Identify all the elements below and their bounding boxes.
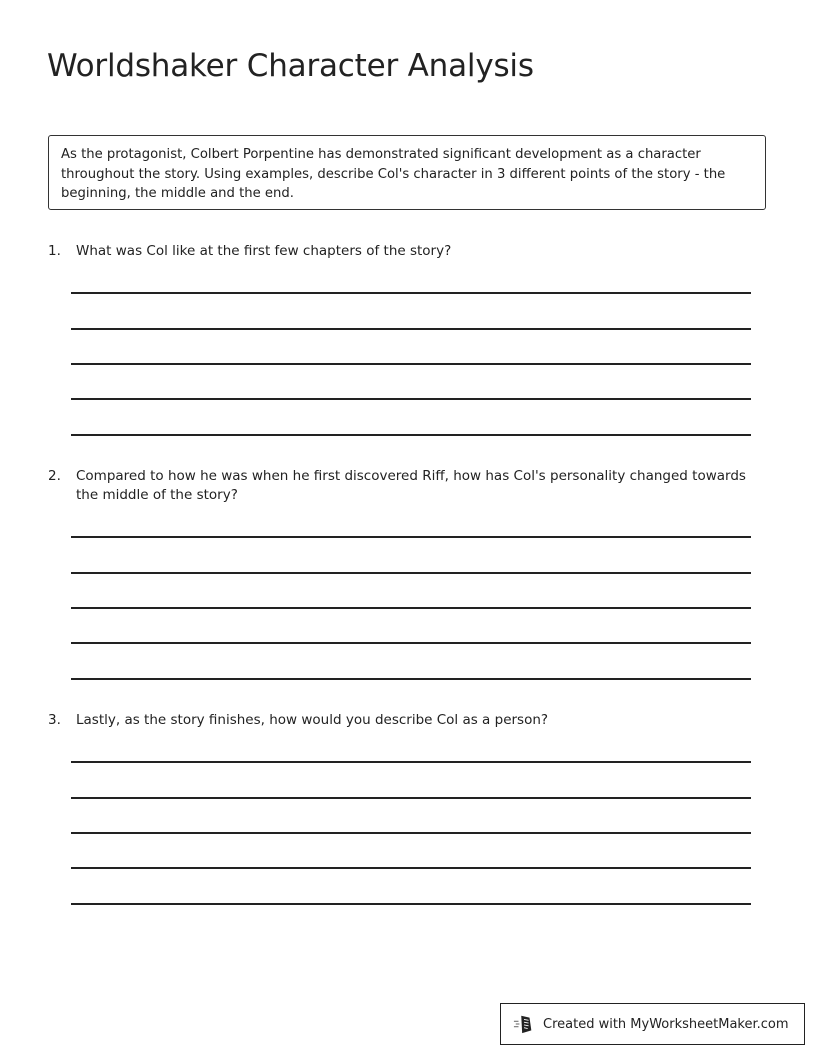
answer-line[interactable] [71,572,751,574]
answer-line[interactable] [71,363,751,365]
answer-line[interactable] [71,328,751,330]
worksheet-maker-logo-icon [513,1013,535,1035]
answer-line[interactable] [71,398,751,400]
question-2 [48,467,768,505]
question-3 [48,711,768,730]
answer-line[interactable] [71,761,751,763]
question-number: 3. [48,712,61,728]
question-text: What was Col like at the first few chapters of the story? [76,243,452,259]
answer-line[interactable] [71,607,751,609]
question-number: 1. [48,243,61,259]
question-text: Compared to how he was when he first discovered Riff, how has Col's personality changed towards the middle of the story? [76,468,746,503]
answer-line[interactable] [71,434,751,436]
answer-line[interactable] [71,642,751,644]
page-title: Worldshaker Character Analysis [47,48,534,84]
question-text: Lastly, as the story finishes, how would you describe Col as a person? [76,712,549,728]
answer-line[interactable] [71,678,751,680]
answer-line[interactable] [71,536,751,538]
answer-line[interactable] [71,797,751,799]
answer-line[interactable] [71,903,751,905]
footer-text: Created with MyWorksheetMaker.com [543,1016,789,1032]
question-1 [48,242,768,261]
answer-line[interactable] [71,832,751,834]
answer-line[interactable] [71,292,751,294]
answer-line[interactable] [71,867,751,869]
footer-badge[interactable] [500,1003,805,1045]
question-number: 2. [48,468,61,484]
instructions-box: As the protagonist, Colbert Porpentine has demonstrated significant development as a character throughout the story. Using examples, describe Col's character in 3 different points of the story - the beginning, the middle and the end. [48,135,766,210]
